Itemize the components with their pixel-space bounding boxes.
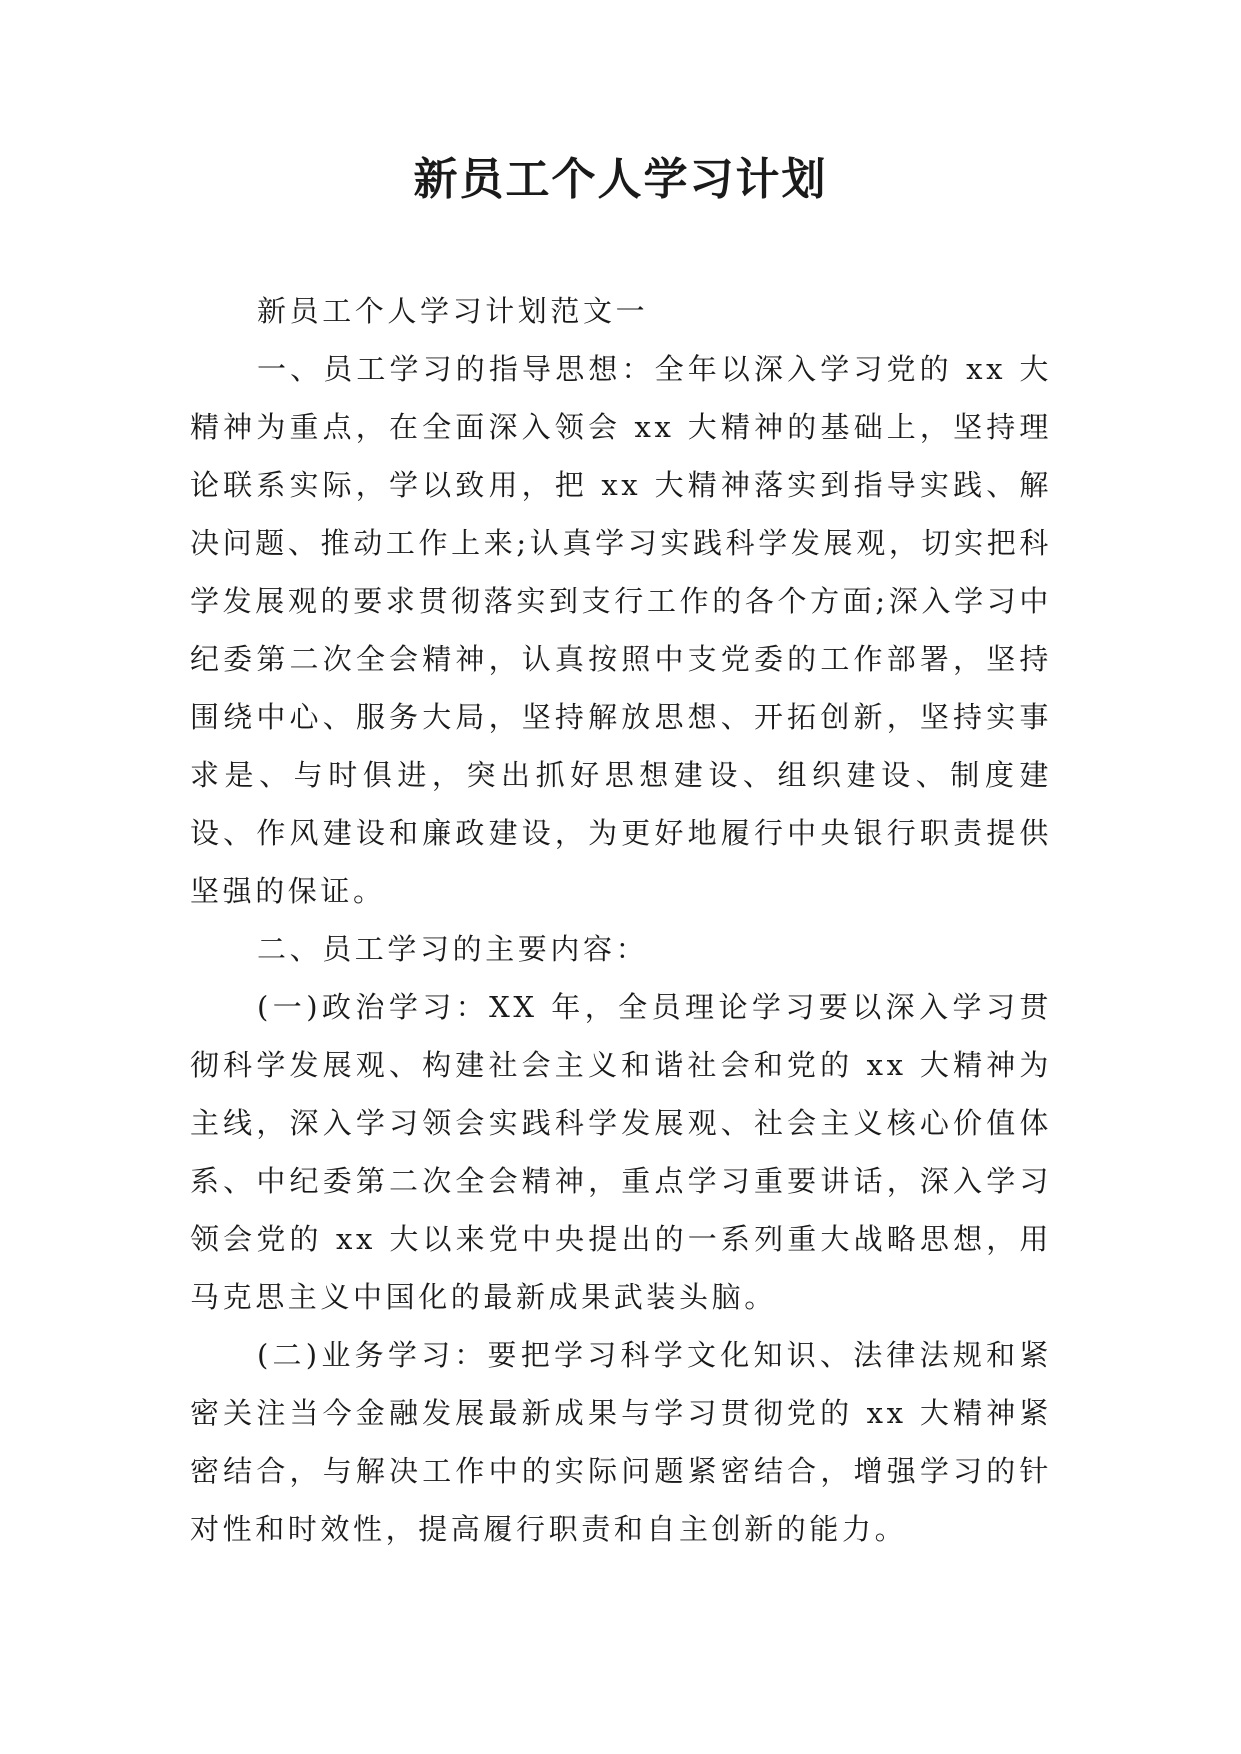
paragraph-political-study: (一)政治学习：XX 年，全员理论学习要以深入学习贯彻科学发展观、构建社会主义和谐社会和党的 xx 大精神为主线，深入学习领会实践科学发展观、社会主义核心价值体系、中纪委第二次全会精神，重点学习重要讲话，深入学习领会党的 xx 大以来党中央提出的一系列重大战略思想，用马克思主义中国化的最新成果武装头脑。 xyxy=(190,990,1052,1314)
document-body xyxy=(190,282,1052,1558)
paragraph-main-content-heading: 二、员工学习的主要内容： xyxy=(257,932,649,966)
paragraph-subtitle: 新员工个人学习计划范文一 xyxy=(257,294,649,328)
paragraph-guiding-thought: 一、员工学习的指导思想：全年以深入学习党的 xx 大精神为重点，在全面深入领会 xx 大精神的基础上，坚持理论联系实际，学以致用，把 xx 大精神落实到指导实践、解决问题、推动工作上来;认真学习实践科学发展观，切实把科学发展观的要求贯彻落实到支行工作的各个方面;深入学习中纪委第二次全会精神，认真按照中支党委的工作部署，坚持围绕中心、服务大局，坚持解放思想、开拓创新，坚持实事求是、与时俱进，突出抓好思想建设、组织建设、制度建设、作风建设和廉政建设，为更好地履行中央银行职责提供坚强的保证。 xyxy=(190,352,1052,908)
document-title: 新员工个人学习计划 xyxy=(413,154,828,205)
paragraph-business-study: (二)业务学习：要把学习科学文化知识、法律法规和紧密关注当今金融发展最新成果与学习贯彻党的 xx 大精神紧密结合，与解决工作中的实际问题紧密结合，增强学习的针对性和时效性，提高履行职责和自主创新的能力。 xyxy=(190,1338,1052,1546)
